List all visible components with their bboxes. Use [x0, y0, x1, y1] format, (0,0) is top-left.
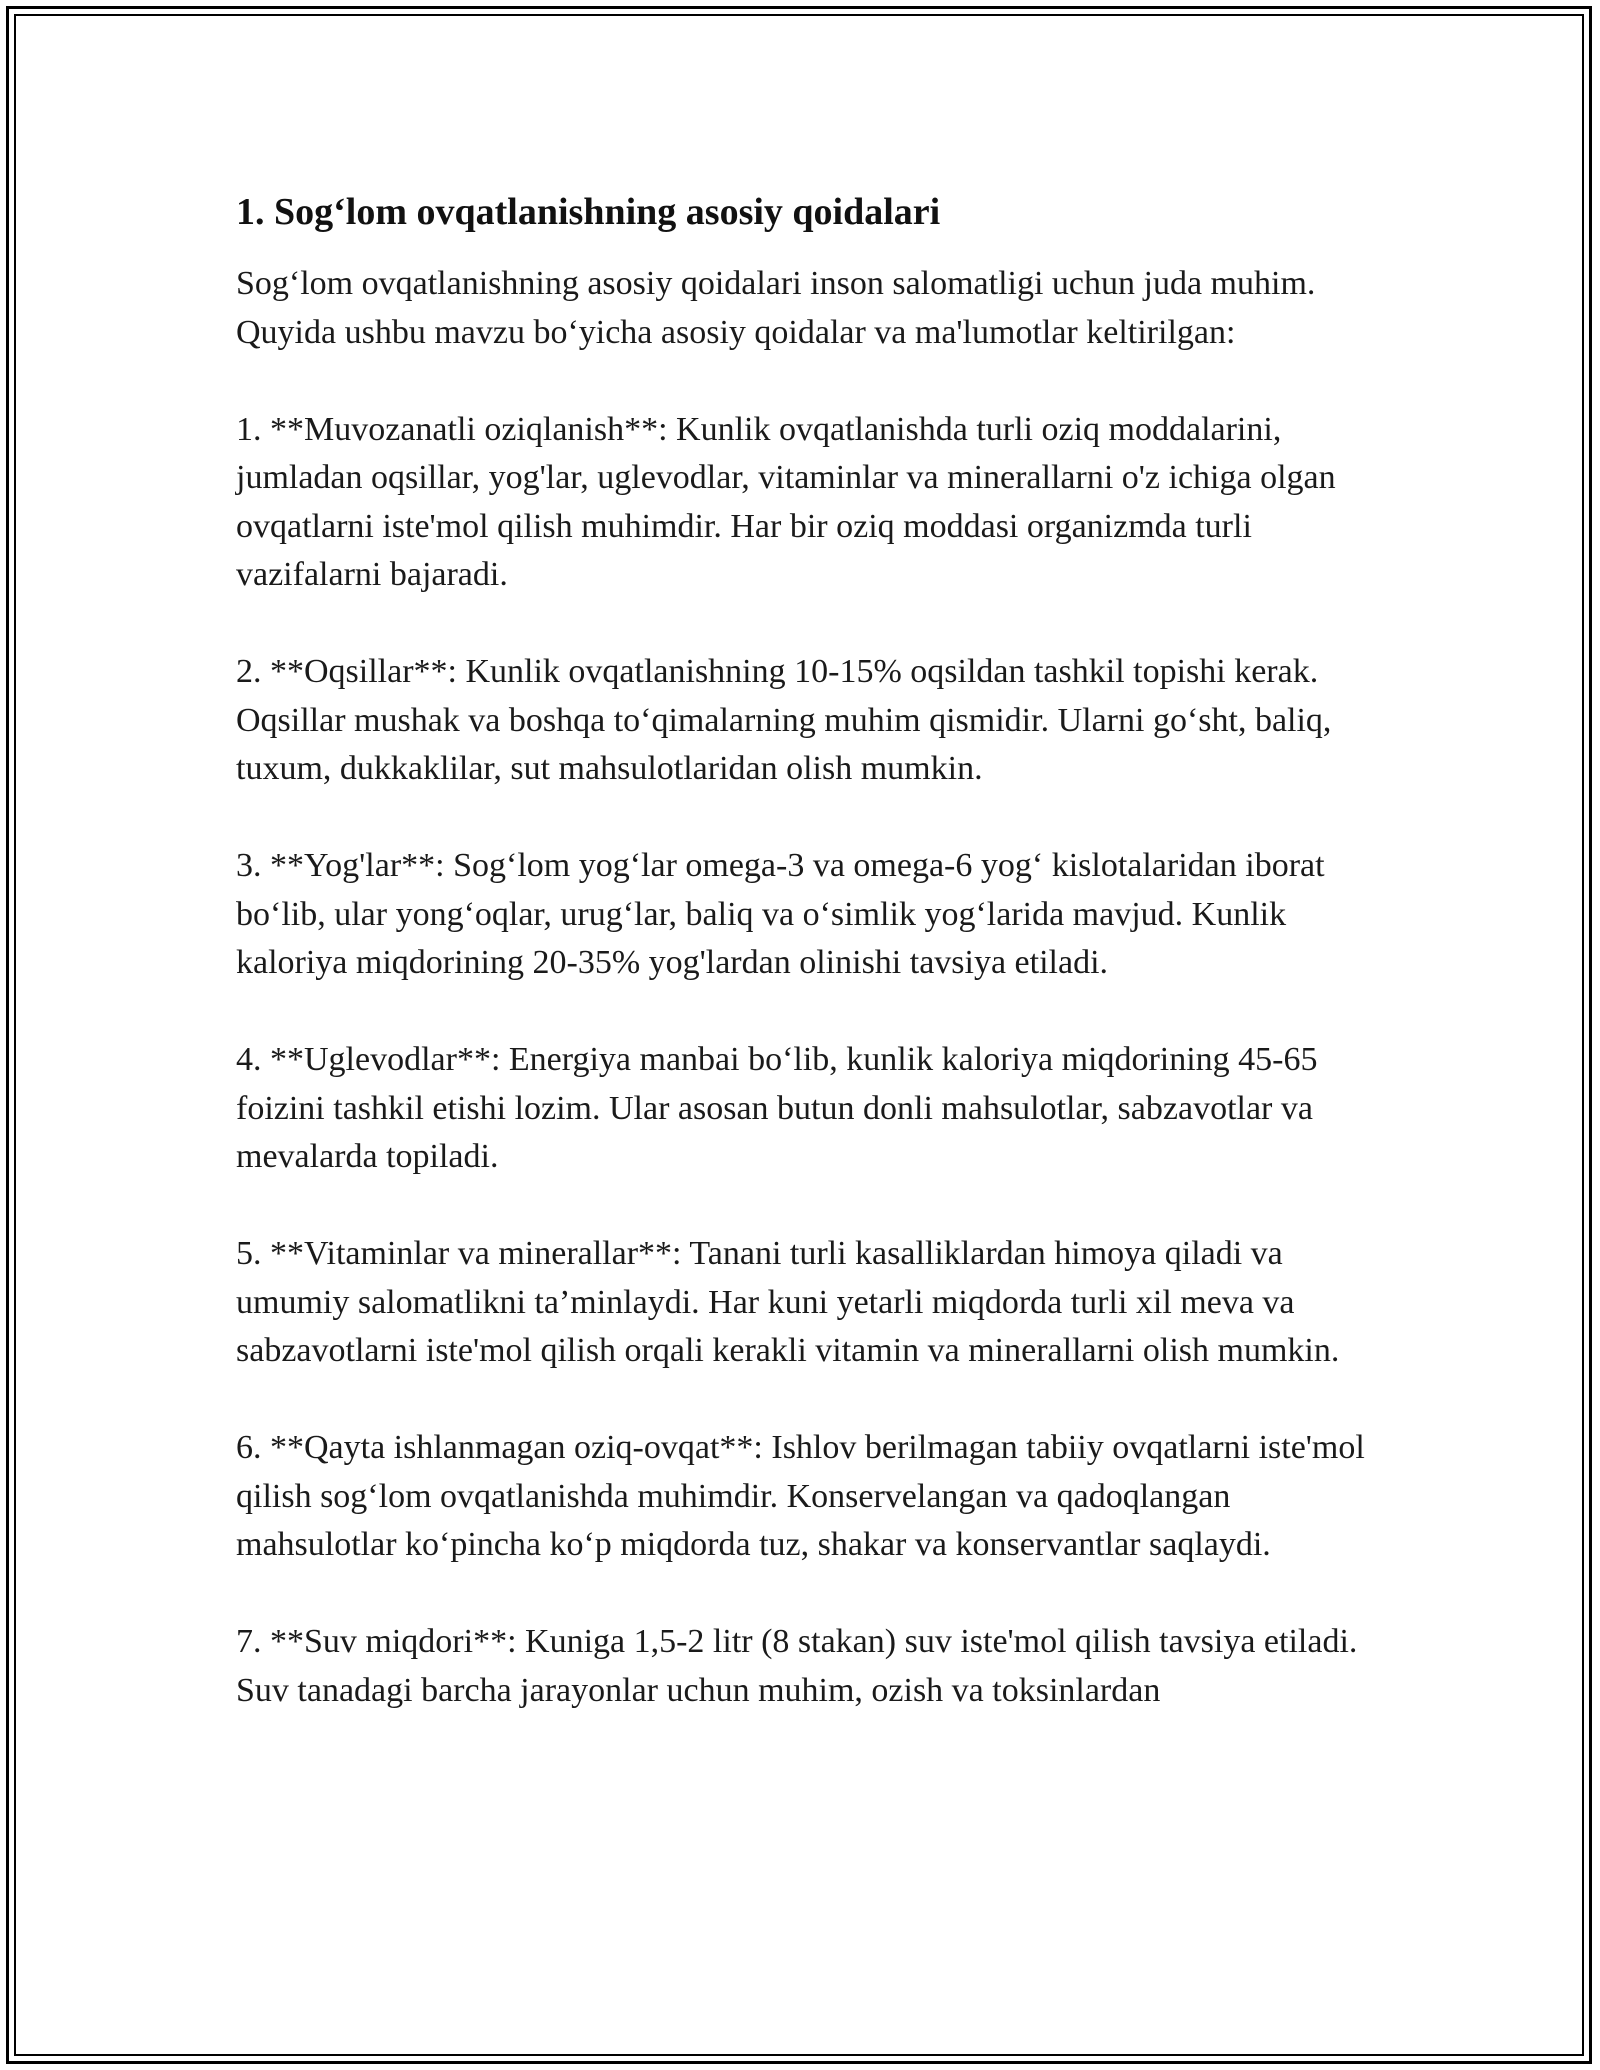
list-item: 3. **Yog'lar**: Sog‘lom yog‘lar omega-3 va omega-6 yog‘ kislotalaridan iborat bo‘lib, ular yong‘oqlar, urug‘lar, baliq va o‘simlik yog‘larida mavjud. Kunlik kaloriya miqdorining 20-35% yog'lardan olinishi tavsiya etiladi. [236, 847, 1325, 981]
list-item: 5. **Vitaminlar va minerallar**: Tanani turli kasalliklardan himoya qiladi va umumiy salomatlikni ta’minlaydi. Har kuni yetarli miqdorda turli xil meva va sabzavotlarni iste'mol qilish orqali kerakli vitamin va minerallarni olish mumkin. [236, 1235, 1340, 1369]
intro-paragraph: Sog‘lom ovqatlanishning asosiy qoidalari inson salomatligi uchun juda muhim. Quyida ushbu mavzu bo‘yicha asosiy qoidalar va ma'lumotlar keltirilgan: [236, 265, 1316, 351]
document-title: 1. Sog‘lom ovqatlanishning asosiy qoidalari [236, 191, 941, 233]
list-item: 2. **Oqsillar**: Kunlik ovqatlanishning 10-15% oqsildan tashkil topishi kerak. Oqsillar mushak va boshqa to‘qimalarning muhim qismidir. Ularni go‘sht, baliq, tuxum, dukkaklilar, sut mahsulotlaridan olish mumkin. [236, 653, 1332, 787]
list-item: 6. **Qayta ishlanmagan oziq-ovqat**: Ishlov berilmagan tabiiy ovqatlarni iste'mol qilish sog‘lom ovqatlanishda muhimdir. Konservelangan va qadoqlangan mahsulotlar ko‘pincha ko‘p miqdorda tuz, shakar va konservantlar saqlaydi. [236, 1429, 1365, 1563]
document-body [236, 188, 1376, 1764]
list-item: 4. **Uglevodlar**: Energiya manbai bo‘lib, kunlik kaloriya miqdorining 45-65 foizini tashkil etishi lozim. Ular asosan butun donli mahsulotlar, sabzavotlar va mevalarda topiladi. [236, 1041, 1318, 1175]
list-item: 1. **Muvozanatli oziqlanish**: Kunlik ovqatlanishda turli oziq moddalarini, jumladan oqsillar, yog'lar, uglevodlar, vitaminlar va minerallarni o'z ichiga olgan ovqatlarni iste'mol qilish muhimdir. Har bir oziq moddasi organizmda turli vazifalarni bajaradi. [236, 410, 1336, 593]
list-item: 7. **Suv miqdori**: Kuniga 1,5-2 litr (8 stakan) suv iste'mol qilish tavsiya etiladi. Suv tanadagi barcha jarayonlar uchun muhim, ozish va toksinlardan [236, 1623, 1358, 1709]
